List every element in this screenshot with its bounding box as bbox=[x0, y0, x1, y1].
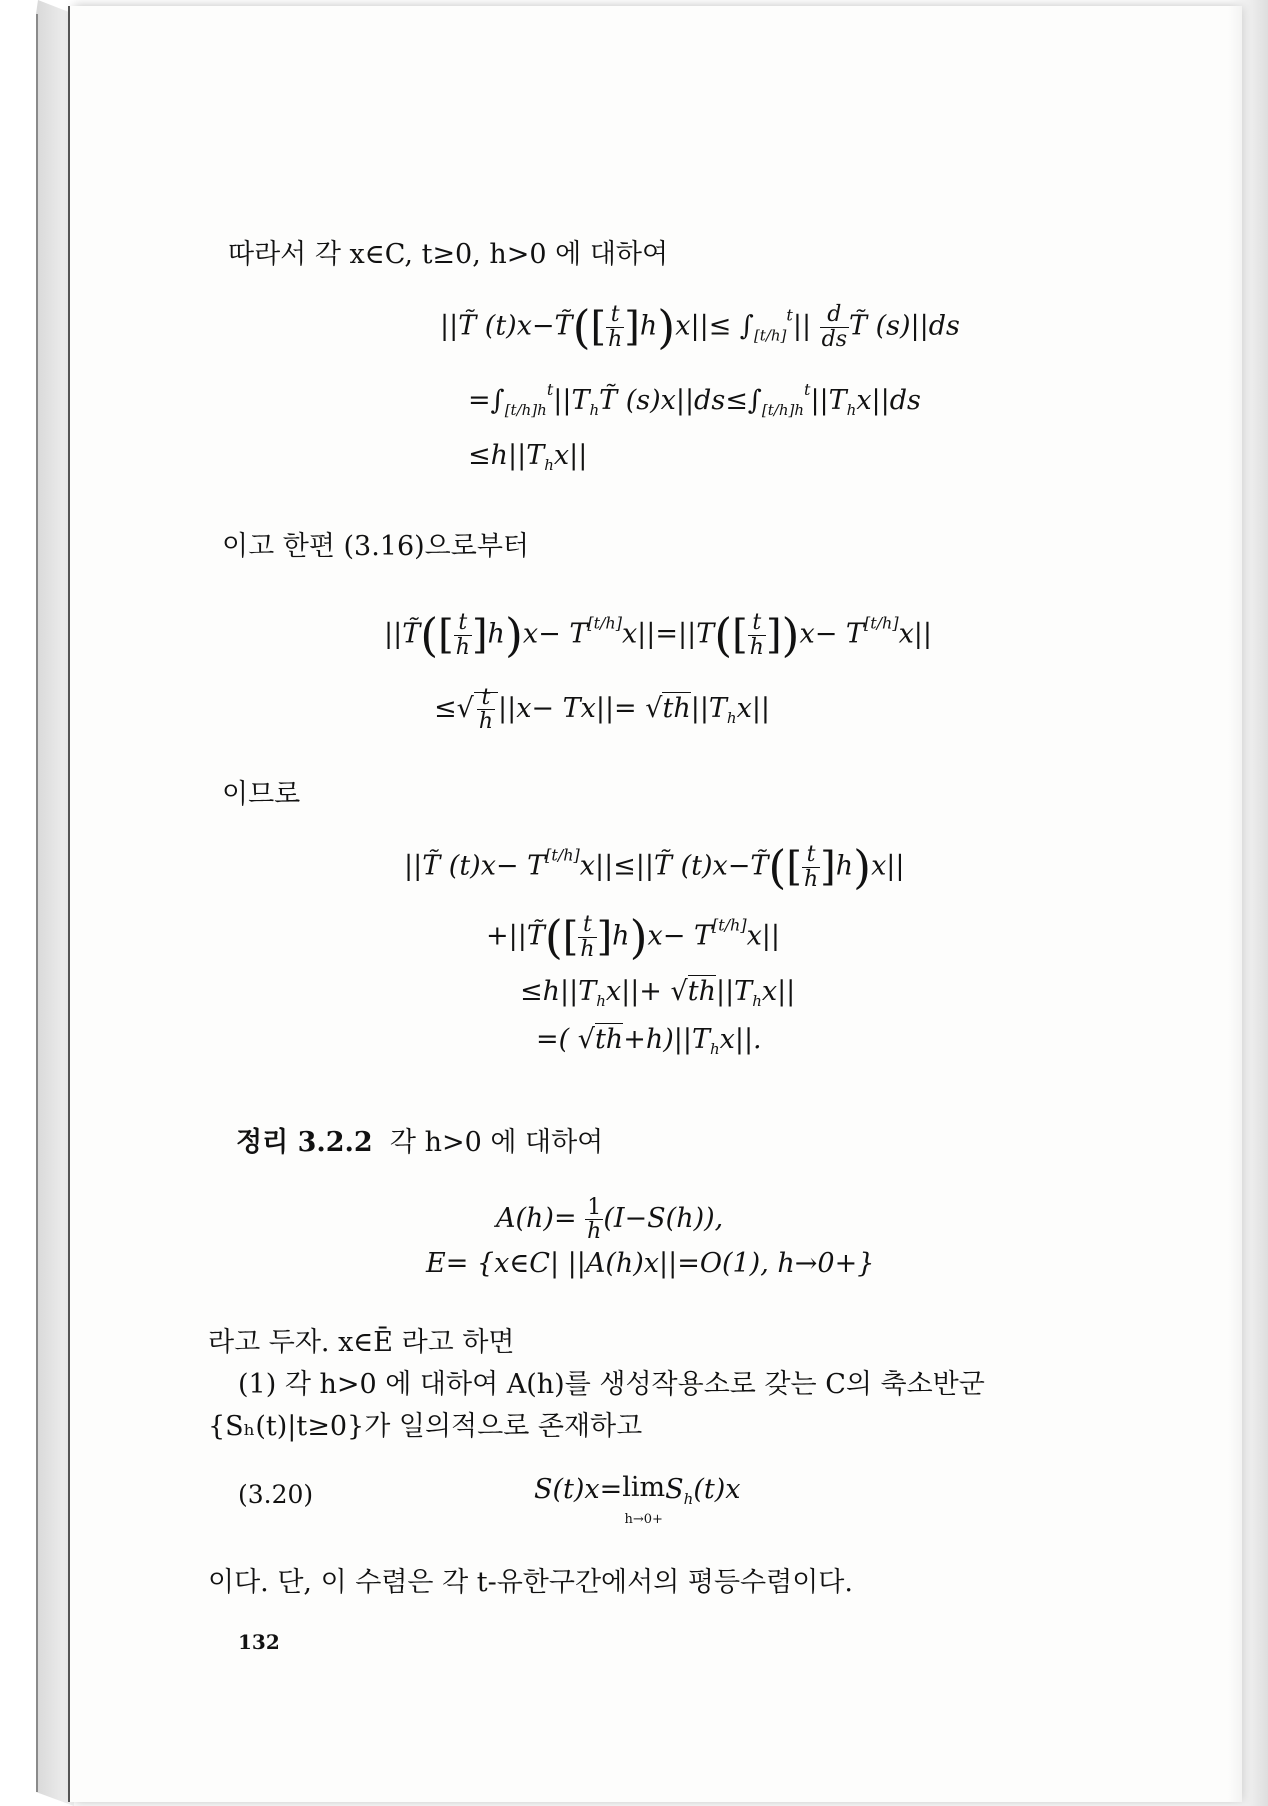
page-shadow bbox=[1228, 0, 1268, 1806]
theorem-intro: 각 h>0 에 대하여 bbox=[389, 1127, 604, 1158]
text-line-3: 이므로 bbox=[222, 779, 301, 810]
text-line-7: 이다. 단, 이 수렴은 각 t-유한구간에서의 평등수렴이다. bbox=[208, 1567, 853, 1598]
text-line-2: 이고 한편 (3.16)으로부터 bbox=[222, 531, 530, 562]
book-spine-line bbox=[36, 14, 38, 1792]
equation-3d: =( $√th+h)||T_hx||$. bbox=[536, 1024, 762, 1058]
equation-1b: $=\int_{[t/h]h}^t||T_hT̃$ $(s)x||ds\le\int_{[t/h]h}^t||T_hx||ds$ bbox=[468, 380, 921, 419]
equation-4b: E= {x∈C| ||A(h)x||=O(1), h→0+} bbox=[426, 1248, 875, 1279]
equation-2b: ≤√ $\frac{t}{h}$ $||x- Tx||= √th||T_hx||$ bbox=[434, 685, 771, 735]
text-line-1: 따라서 각 x∈C, t≥0, h>0 에 대하여 bbox=[228, 239, 669, 270]
text-line-5: (1) 각 h>0 에 대하여 A(h)를 생성작용소로 갖는 C의 축소반군 bbox=[238, 1369, 985, 1400]
text-line-4: 라고 두자. x∈Ē 라고 하면 bbox=[208, 1327, 515, 1358]
page-number: 132 bbox=[238, 1630, 280, 1654]
equation-1c: $\le h||T_hx||$ bbox=[468, 440, 588, 474]
equation-5: S(t)x=lim $h\to 0+S_h(t)x$ bbox=[534, 1472, 741, 1527]
equation-label-3-20: (3.20) bbox=[238, 1480, 314, 1509]
theorem-heading: 정리 3.2.2 bbox=[236, 1127, 373, 1158]
text-line-6: {Sₕ(t)|t≥0}가 일의적으로 존재하고 bbox=[208, 1411, 643, 1442]
equation-3c: $\le h||T_hx||+ √th||T_hx||$ bbox=[520, 976, 796, 1010]
equation-4a: A(h)= $\frac{1}{h}$ (I−S(h)), bbox=[496, 1195, 724, 1245]
book-page bbox=[68, 6, 1242, 1802]
equation-1a: ||T̃ (t)x−T̃([ $\frac{t}{h}$ ]$h)x||\le \int_{[t/h]}^t||$ $\frac{d}{ds}$ T̃ (s)||ds bbox=[440, 300, 960, 354]
equation-3b: +||T̃([ $\frac{t}{h}$ ]h)x− T[t/h]x|| bbox=[486, 910, 780, 964]
theorem-line bbox=[236, 1120, 603, 1159]
equation-3a: ||T̃ (t)x− T[t/h]x||≤||T̃ (t)x−T̃([ $\frac{t}{h}$ ]h)x|| bbox=[404, 840, 905, 894]
equation-2a: ||T̃([ $\frac{t}{h}$ ]h)x− T[t/h]x||=||T([ $\frac{t}{h}$ ])x− T[t/h]x|| bbox=[384, 608, 932, 662]
